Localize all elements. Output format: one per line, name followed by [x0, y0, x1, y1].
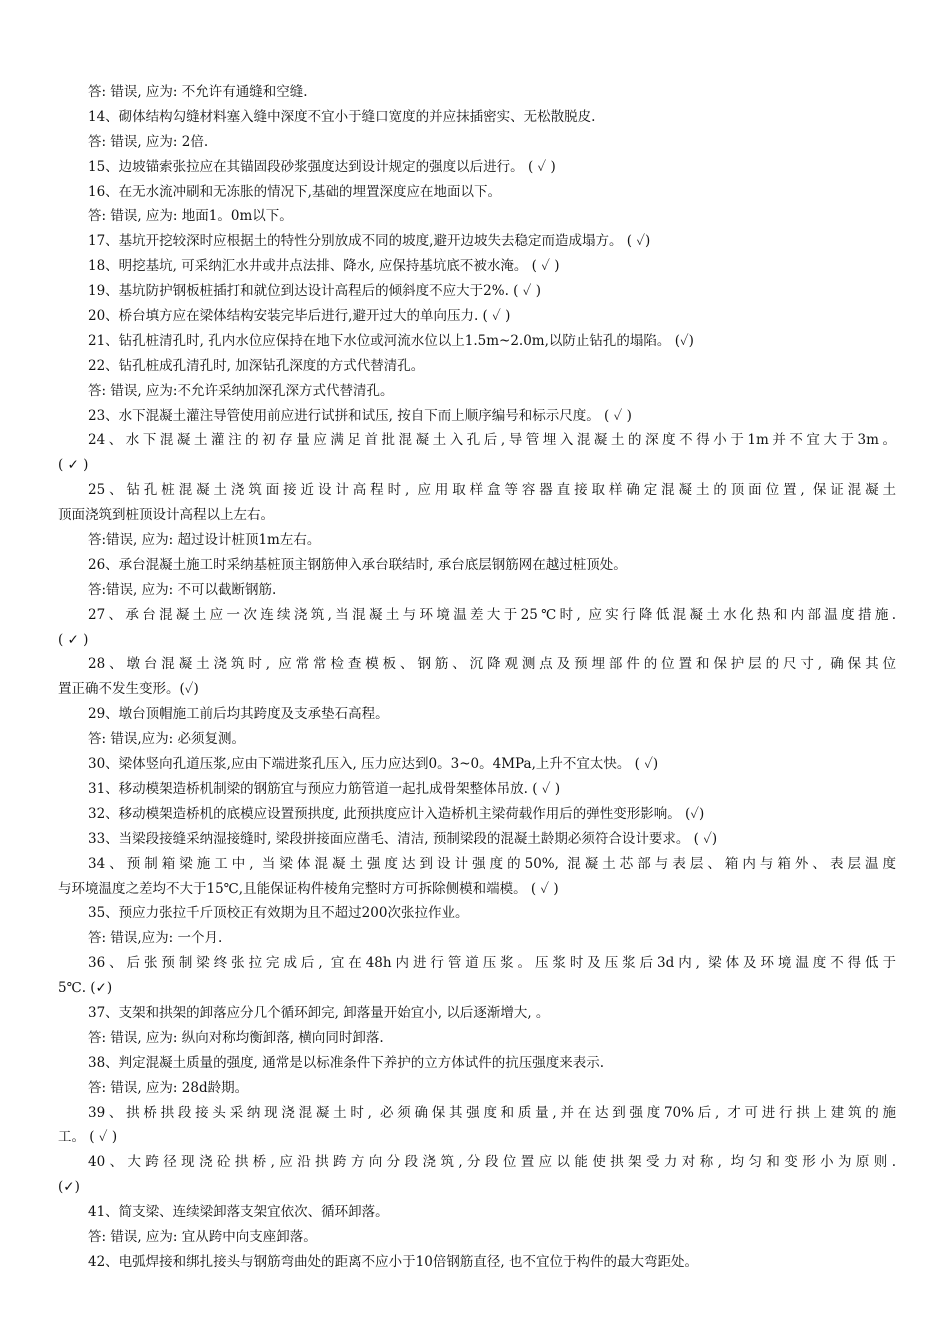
text-line: 25、钻孔桩混凝土浇筑面接近设计高程时, 应用取样盒等容器直接取样确定混凝土的顶面位置, 保证混凝土	[88, 482, 896, 499]
text-line: 26、承台混凝土施工时采纳基桩顶主钢筋伸入承台联结时, 承台底层钢筋网在越过桩顶处。	[88, 556, 627, 573]
text-line: 与环境温度之差均不大于15℃,且能保证构件棱角完整时方可拆除侧模和端模。 ( ✓ )	[58, 880, 559, 897]
text-line: 40、大跨径现浇砼拱桥,应沿拱跨方向分段浇筑,分段位置应以能使拱架受力对称, 均匀和变形小为原则.	[88, 1154, 896, 1171]
document-page	[58, 80, 896, 1275]
text-line: ( ✓ )	[58, 631, 89, 648]
text-line: 30、梁体竖向孔道压浆,应由下端进浆孔压入, 压力应达到0。3~0。4MPa,上升不宜太快。 ( ✓)	[88, 756, 659, 773]
text-line: 36、后张预制梁终张拉完成后, 宜在48h内进行管道压浆。压浆时及压浆后3d内, 梁体及环境温度不得低于	[88, 955, 896, 972]
text-line: 20、桥台填方应在梁体结构安装完毕后进行,避开过大的单向压力. ( ✓ )	[88, 308, 511, 325]
text-line: 35、预应力张拉千斤顶校正有效期为且不超过200次张拉作业。	[88, 905, 469, 922]
text-line: 18、明挖基坑, 可采纳汇水井或井点法排、降水, 应保持基坑底不被水淹。 ( ✓ )	[88, 258, 560, 275]
text-line: ( ✓ )	[58, 457, 89, 474]
text-line: 29、墩台顶帽施工前后均其跨度及支承垫石高程。	[88, 706, 389, 723]
text-line: 22、钻孔桩成孔清孔时, 加深钻孔深度的方式代替清孔。	[88, 357, 425, 374]
text-line: 16、在无水流冲刷和无冻胀的情况下,基础的埋置深度应在地面以下。	[88, 183, 501, 200]
text-line: 答: 错误,应为: 必须复测。	[88, 731, 245, 748]
text-line: 37、支架和拱架的卸落应分几个循环卸完, 卸落量开始宜小, 以后逐渐增大, 。	[88, 1004, 550, 1021]
text-line: 41、简支梁、连续梁卸落支架宜依次、循环卸落。	[88, 1204, 389, 1221]
text-line: 24、水下混凝土灌注的初存量应满足首批混凝土入孔后,导管埋入混凝土的深度不得小于1m并不宜大于3m。	[88, 432, 896, 449]
text-line: 答:错误, 应为: 超过设计桩顶1m左右。	[88, 532, 321, 549]
text-line: 工。 ( ✓ )	[58, 1129, 118, 1146]
text-line: 答: 错误, 应为: 28d龄期。	[88, 1079, 249, 1096]
text-line: 答: 错误, 应为: 2倍.	[88, 133, 209, 150]
text-line: 答: 错误, 应为: 纵向对称均衡卸落, 横向同时卸落.	[88, 1029, 384, 1046]
text-line: 27、承台混凝土应一次连续浇筑,当混凝土与环境温差大于25℃时, 应实行降低混凝土水化热和内部温度措施.	[88, 606, 896, 623]
text-line: 答: 错误, 应为: 不允许有通缝和空缝.	[88, 84, 308, 100]
text-line: 32、移动模架造桥机的底模应设置预拱度, 此预拱度应计入造桥机主梁荷载作用后的弹性变形影响。 (✓)	[88, 805, 705, 822]
text-line: 39、拱桥拱段接头采纳现浇混凝土时, 必须确保其强度和质量,并在达到强度70%后, 才可进行拱上建筑的施	[88, 1104, 896, 1121]
text-line: 置正确不发生变形。(✓)	[58, 681, 199, 698]
text-line: 答:错误, 应为: 不可以截断钢筋.	[88, 581, 277, 598]
text-line: 38、判定混凝土质量的强度, 通常是以标准条件下养护的立方体试件的抗压强度来表示.	[88, 1054, 605, 1071]
text-line: 答: 错误, 应为: 地面1。0m以下。	[88, 208, 293, 225]
text-line: 15、边坡锚索张拉应在其锚固段砂浆强度达到设计规定的强度以后进行。 ( ✓ )	[88, 158, 556, 175]
text-line: 答: 错误, 应为: 宜从跨中向支座卸落。	[88, 1228, 317, 1245]
text-line: (✓)	[58, 1179, 80, 1196]
text-line: 33、当梁段接缝采纳湿接缝时, 梁段拼接面应凿毛、清洁, 预制梁段的混凝土龄期必须符合设计要求。 ( ✓)	[88, 830, 718, 847]
text-line: 顶面浇筑到桩顶设计高程以上左右。	[58, 507, 274, 524]
text-line: 答: 错误,应为: 一个月.	[88, 930, 223, 947]
text-line: 17、基坑开挖较深时应根据土的特性分别放成不同的坡度,避开边坡失去稳定而造成塌方。 ( ✓)	[88, 233, 651, 250]
text-line: 21、钻孔桩清孔时, 孔内水位应保持在地下水位或河流水位以上1.5m~2.0m,以防止钻孔的塌陷。 (✓)	[88, 332, 694, 349]
text-line: 34、预制箱梁施工中, 当梁体混凝土强度达到设计强度的50%, 混凝土芯部与表层、箱内与箱外、表层温度	[88, 855, 896, 872]
text-line: 42、电弧焊接和绑扎接头与钢筋弯曲处的距离不应小于10倍钢筋直径, 也不宜位于构件的最大弯距处。	[88, 1253, 698, 1270]
text-line: 28、墩台混凝土浇筑时, 应常常检查模板、钢筋、沉降观测点及预埋部件的位置和保护层的尺寸, 确保其位	[88, 656, 896, 673]
text-line: 5℃. (✓)	[58, 980, 113, 997]
text-line: 23、水下混凝土灌注导管使用前应进行试拼和试压, 按自下而上顺序编号和标示尺度。 ( ✓ )	[88, 407, 632, 424]
text-line: 14、砌体结构勾缝材料塞入缝中深度不宜小于缝口宽度的并应抹插密实、无松散脱皮.	[88, 108, 596, 125]
text-line: 19、基坑防护钢板桩插打和就位到达设计高程后的倾斜度不应大于2%. ( ✓ )	[88, 283, 542, 300]
text-line: 答: 错误, 应为:不允许采纳加深孔深方式代替清孔。	[88, 382, 394, 399]
text-line: 31、移动模架造桥机制梁的钢筋宜与预应力筋管道一起扎成骨架整体吊放. ( ✓ )	[88, 780, 561, 797]
